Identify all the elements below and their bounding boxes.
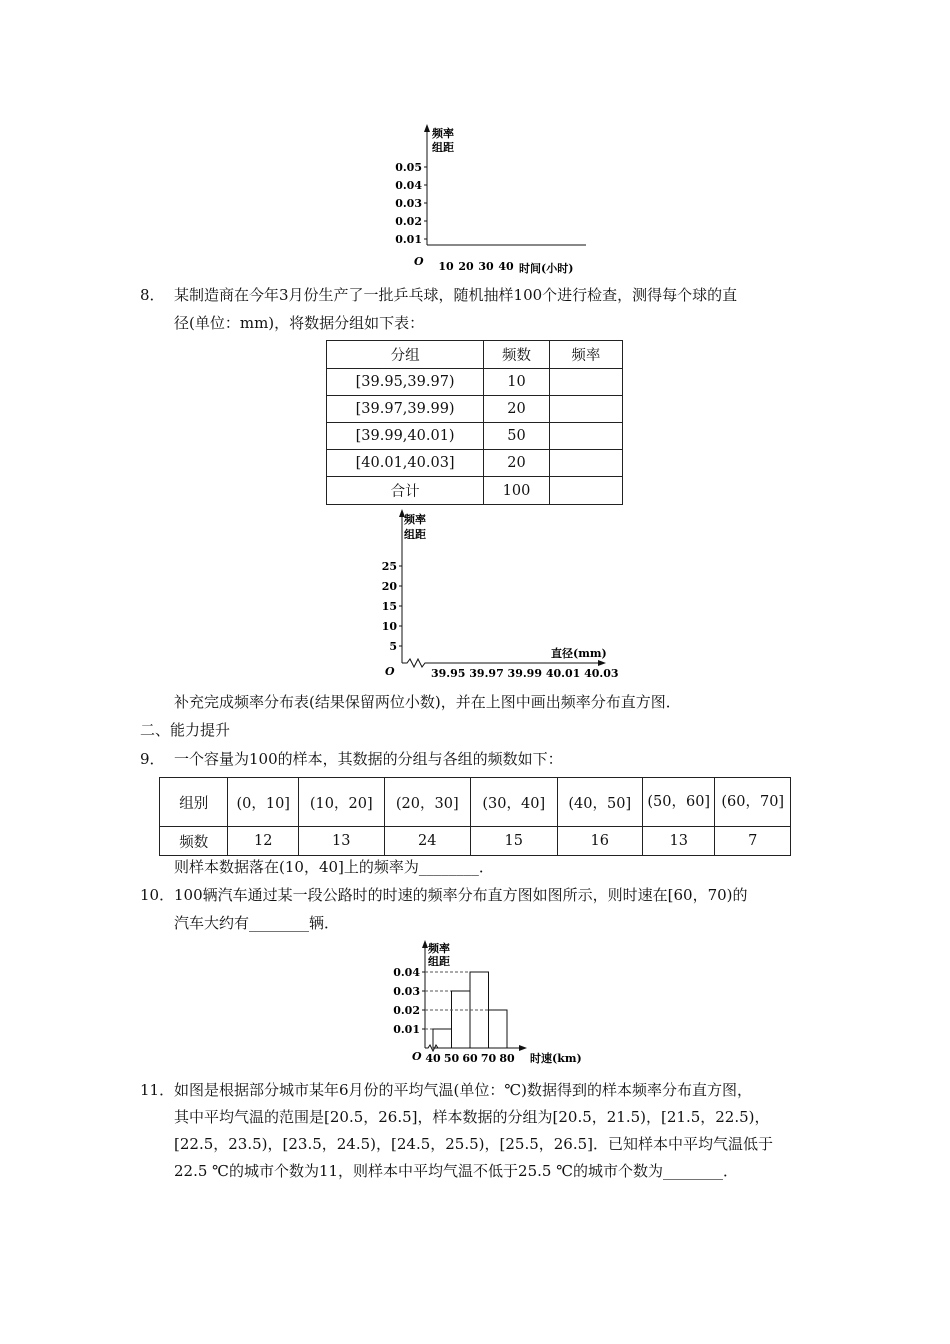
table-row (327, 369, 623, 396)
table-cell: (20，30] (384, 778, 471, 827)
table-cell[interactable] (549, 477, 622, 505)
table-cell[interactable] (549, 396, 622, 423)
origin-label: O (414, 255, 424, 268)
x-axis-broken (402, 659, 601, 667)
q8-number: 8． (140, 286, 165, 304)
y-label-top: 频率 (432, 127, 454, 140)
table-cell[interactable] (549, 423, 622, 450)
x-tick-label: 40 (425, 1052, 441, 1065)
y-tick-label: 0.04 (393, 966, 420, 979)
table-cell: 20 (484, 396, 550, 423)
y-tick-label: 0.05 (395, 161, 422, 174)
x-axis-arrow (598, 660, 606, 666)
table-header-cell: 分组 (327, 341, 484, 369)
x-axis-label: 直径(mm) (551, 647, 607, 660)
table-cell: 7 (715, 827, 791, 856)
table-cell: 16 (557, 827, 643, 856)
q9-number: 9． (140, 750, 165, 768)
y-tick-label: 0.01 (395, 233, 422, 246)
q11-line4: 22.5 ℃的城市个数为11，则样本中平均气温不低于25.5 ℃的城市个数为________． (174, 1162, 738, 1180)
x-axis-label: 时间(小时) (519, 262, 574, 275)
q8-line2: 径(单位：mm)，将数据分组如下表： (174, 314, 425, 332)
y-tick-label: 5 (389, 640, 397, 653)
table-cell: [39.95,39.97) (327, 369, 484, 396)
table-header-cell: 频数 (484, 341, 550, 369)
y-tick-label: 0.01 (393, 1023, 420, 1036)
y-label-bottom: 组距 (428, 955, 450, 968)
x-tick-label: 30 (478, 260, 494, 273)
table-row (327, 477, 623, 505)
q11-number: 11． (140, 1081, 175, 1099)
y-label-bottom: 组距 (404, 528, 426, 541)
table-cell: 12 (228, 827, 299, 856)
q11-line2: 其中平均气温的范围是[20.5，26.5]，样本数据的分组为[20.5，21.5)，[21.5，22.5)， (174, 1108, 770, 1126)
x-tick-label: 80 (499, 1052, 515, 1065)
x-tick-label: 50 (443, 1052, 460, 1065)
x-tick-label: 20 (458, 260, 474, 273)
q10-line2: 汽车大约有________辆． (174, 914, 340, 932)
histogram-bar (452, 991, 471, 1048)
x-tick-label: 40 (498, 260, 514, 273)
figure-diameter-axes (365, 505, 625, 685)
x-tick-labels: 39.95 39.97 39.99 40.01 40.03 (431, 667, 619, 680)
table-cell[interactable] (549, 369, 622, 396)
table-cell[interactable] (549, 450, 622, 477)
table-cell: [39.97,39.99) (327, 396, 484, 423)
table-cell: (50，60] (643, 778, 715, 827)
figure-time-axes (395, 120, 600, 280)
origin-label: O (412, 1050, 422, 1063)
q9-text: 一个容量为100的样本，其数据的分组与各组的频数如下： (174, 750, 563, 768)
q10-line1: 100辆汽车通过某一段公路时的时速的频率分布直方图如图所示，则时速在[60，70)的 (174, 886, 748, 904)
q11-line1: 如图是根据部分城市某年6月份的平均气温(单位：℃)数据得到的样本频率分布直方图， (174, 1081, 753, 1099)
y-tick-label: 0.03 (395, 197, 422, 210)
table-cell: 13 (299, 827, 385, 856)
table-header-cell: 频率 (549, 341, 622, 369)
table-cell: 13 (643, 827, 715, 856)
table-row (327, 423, 623, 450)
table-row (160, 827, 791, 856)
y-tick-label: 25 (381, 560, 397, 573)
table-cell: 10 (484, 369, 550, 396)
table-row (327, 450, 623, 477)
table-cell: 100 (484, 477, 550, 505)
q11-line3: [22.5，23.5)，[23.5，24.5)，[24.5，25.5)，[25.5，26.5]．已知样本中平均气温低于 (174, 1135, 774, 1153)
table-cell: 50 (484, 423, 550, 450)
histogram-bar (489, 1010, 508, 1048)
y-tick-label: 20 (381, 580, 397, 593)
table-cell: (0，10] (228, 778, 299, 827)
table-row (160, 778, 791, 827)
table-cell: (10，20] (299, 778, 385, 827)
y-label-top: 频率 (428, 942, 450, 955)
x-tick-label: 70 (480, 1052, 497, 1065)
table-cell: 合计 (327, 477, 484, 505)
x-tick-label: 60 (462, 1052, 478, 1065)
section-heading: 二、能力提升 (140, 721, 231, 739)
table-cell: (60，70] (715, 778, 791, 827)
table-cell: 组别 (160, 778, 228, 827)
y-tick-label: 0.02 (393, 1004, 420, 1017)
y-axis-arrow (424, 124, 430, 132)
q9-table (159, 777, 791, 856)
table-cell: 15 (471, 827, 558, 856)
speed-histogram (390, 938, 590, 1068)
origin-label: O (385, 665, 395, 678)
table-cell: [40.01,40.03] (327, 450, 484, 477)
table-cell: (30，40] (471, 778, 558, 827)
y-tick-label: 15 (381, 600, 397, 613)
y-tick-label: 0.03 (393, 985, 420, 998)
table-header-row (327, 341, 623, 369)
x-axis-arrow (519, 1045, 527, 1051)
y-tick-label: 0.02 (395, 215, 422, 228)
y-tick-label: 10 (381, 620, 397, 633)
table-cell: 20 (484, 450, 550, 477)
x-axis-label: 时速(km) (530, 1052, 582, 1065)
q8-frequency-table (326, 340, 623, 505)
table-cell: 24 (384, 827, 471, 856)
table-cell: 频数 (160, 827, 228, 856)
q8-line1: 某制造商在今年3月份生产了一批乒乓球，随机抽样100个进行检查，测得每个球的直 (174, 286, 738, 304)
table-cell: [39.99,40.01) (327, 423, 484, 450)
y-tick-label: 0.04 (395, 179, 422, 192)
q8-after: 补充完成频率分布表(结果保留两位小数)，并在上图中画出频率分布直方图． (174, 693, 681, 711)
q10-number: 10． (140, 886, 175, 904)
x-tick-label: 10 (438, 260, 454, 273)
q9-after: 则样本数据落在(10，40]上的频率为________． (174, 858, 494, 876)
table-cell: (40，50] (557, 778, 643, 827)
y-label-bottom: 组距 (432, 141, 454, 154)
table-row (327, 396, 623, 423)
y-label-top: 频率 (404, 513, 426, 526)
